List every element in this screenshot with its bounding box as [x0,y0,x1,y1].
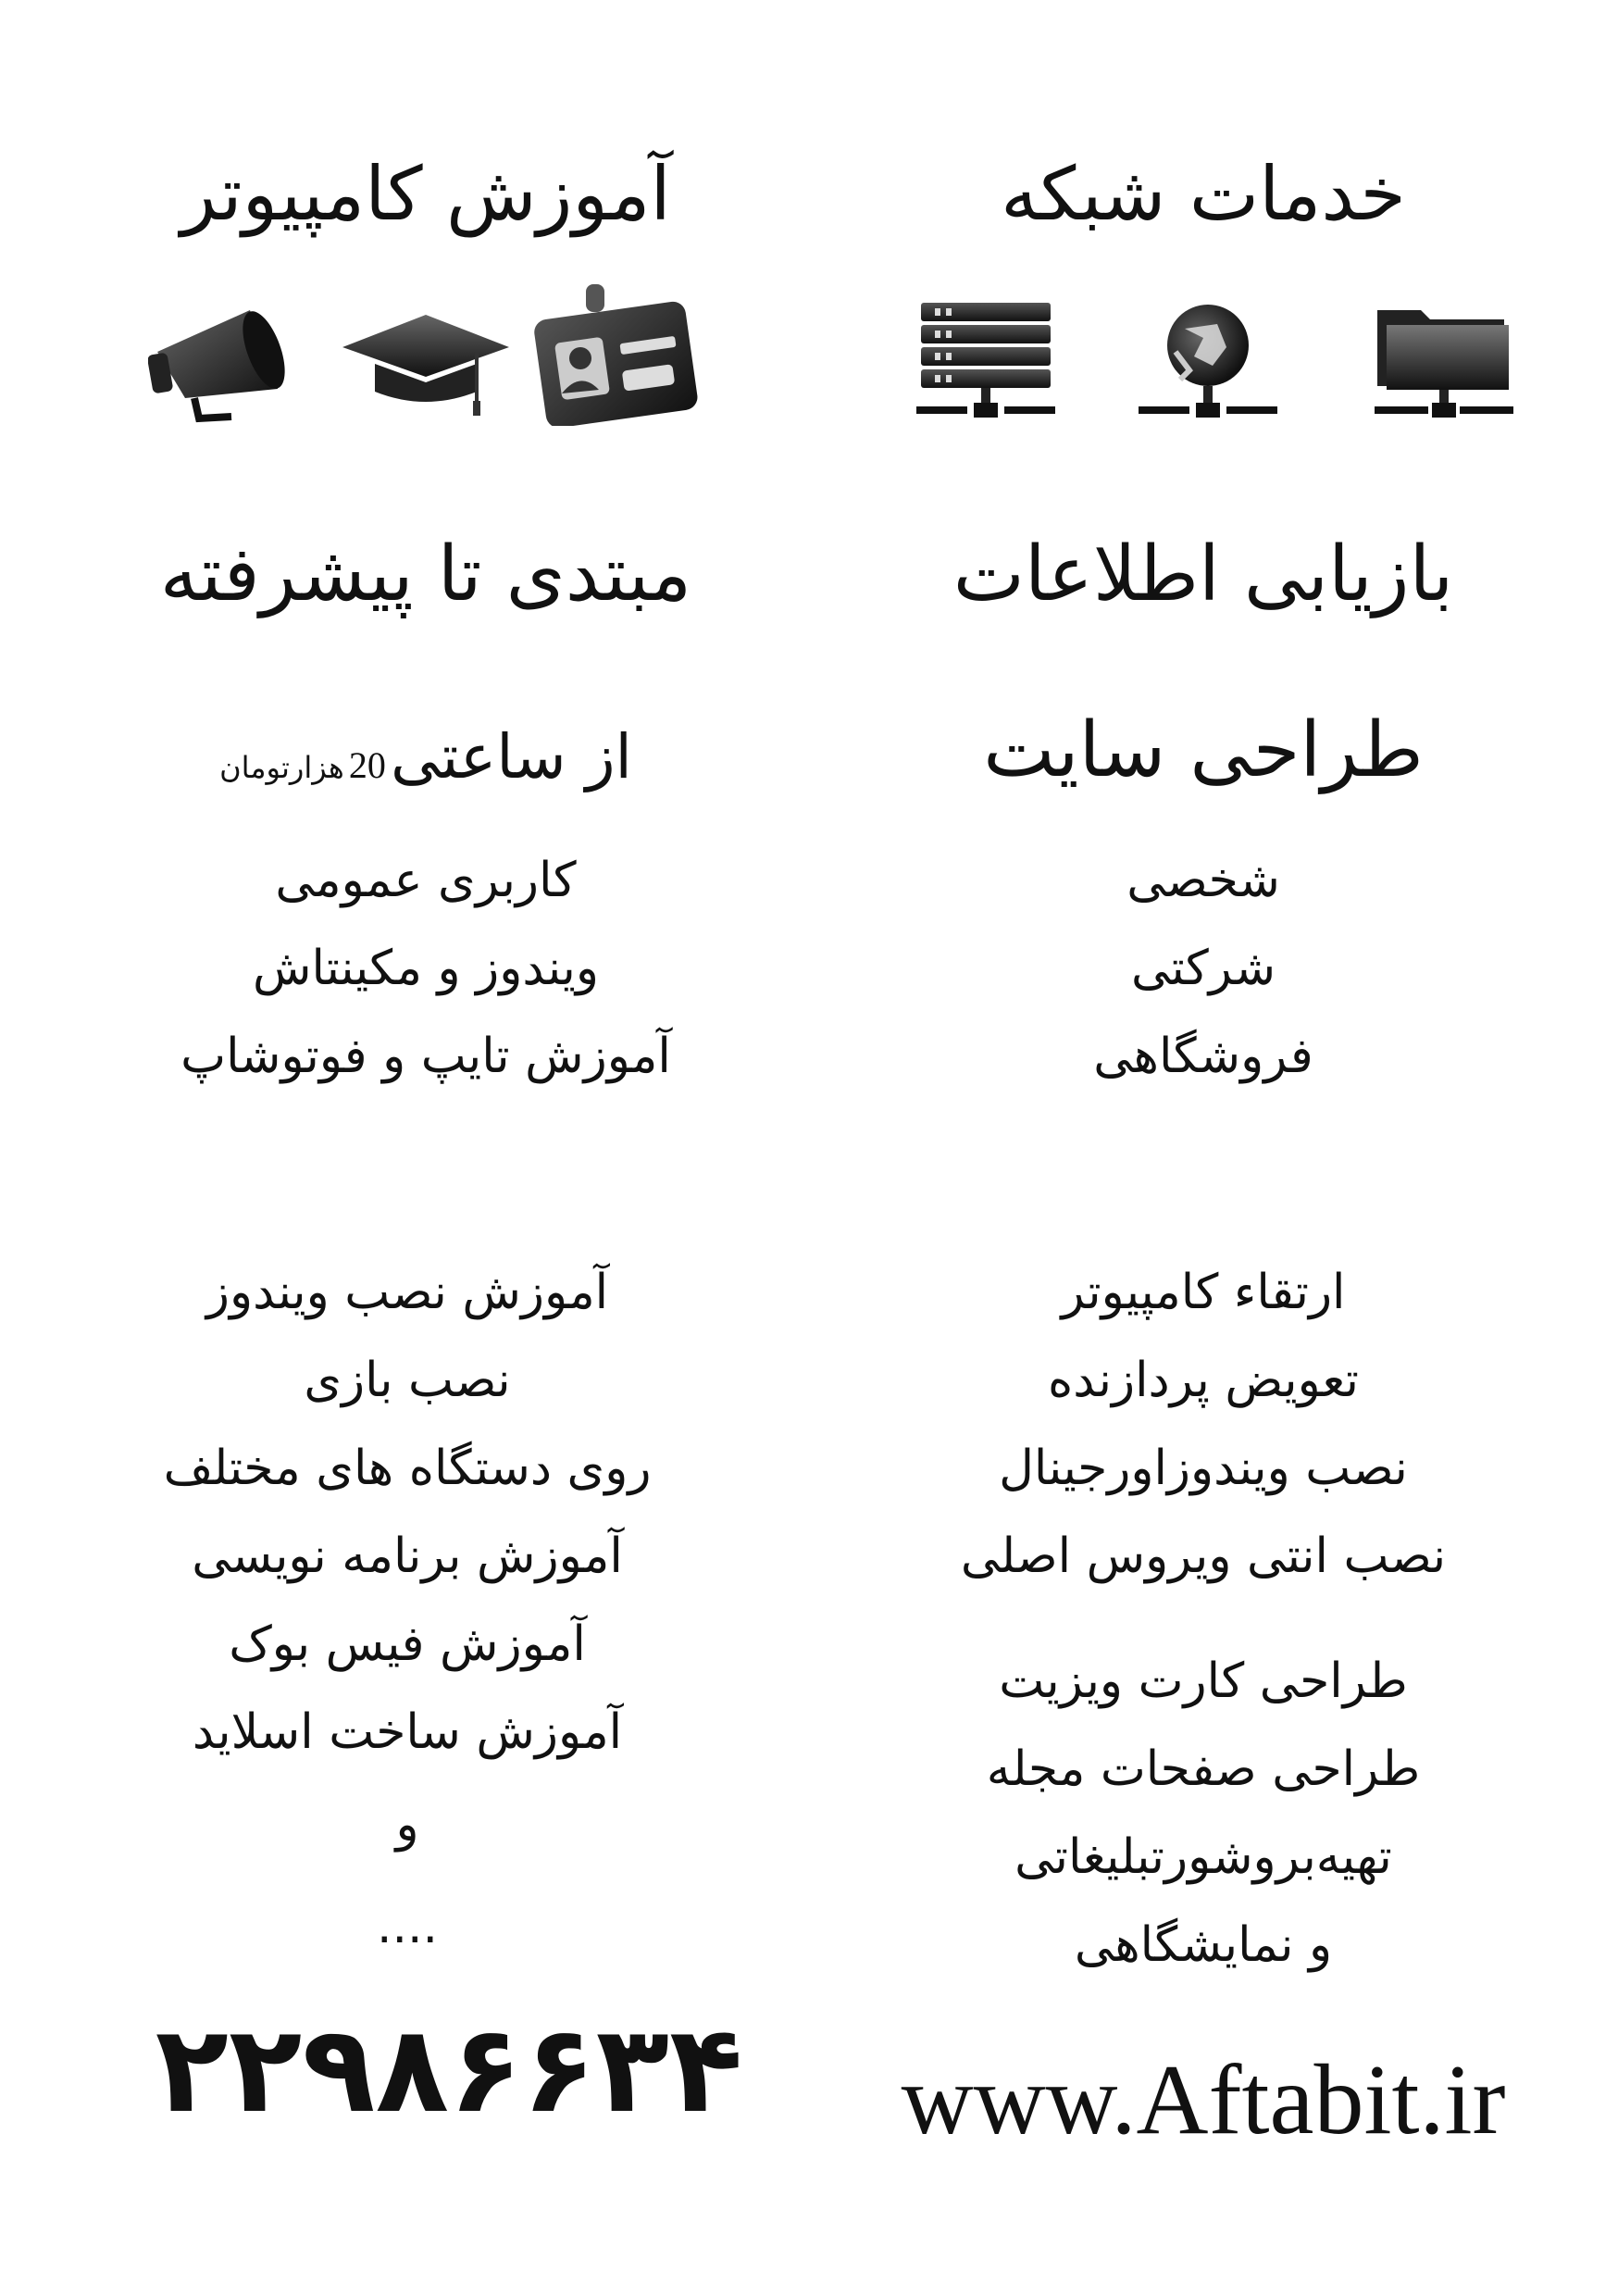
list-item: ویندوز و مکینتاش [253,941,599,996]
list-item: نصب ویندوزاورجینال [999,1441,1408,1496]
list-item: شرکتی [1130,941,1276,996]
network-services-title: خدمات شبکه [1001,151,1406,237]
list-item: آموزش فیس بوک [229,1616,586,1672]
globe-network-icon [1139,301,1277,421]
price-unit: هزارتومان [219,750,344,785]
list-item: .... [376,1899,439,1954]
list-item: آموزش برنامه نویسی [192,1529,623,1584]
list-item: ارتقاء کامپیوتر [1061,1265,1346,1320]
server-network-icon [916,301,1060,421]
level-heading: مبتدی تا پیشرفته [159,530,692,618]
graduation-cap-icon [338,310,514,421]
list-item: و [395,1797,419,1853]
list-item: آموزش تایپ و فوتوشاپ [180,1029,671,1084]
website-url: www.Aftabit.ir [901,2045,1506,2155]
price-line [219,721,632,792]
web-design-heading: طراحی سایت [983,706,1424,794]
list-item: شخصی [1126,853,1280,908]
price-amount: 20 [348,744,386,786]
list-item: طراحی کارت ویزیت [999,1653,1408,1709]
list-item: فروشگاهی [1093,1029,1313,1084]
list-item: تهیه‌بروشورتبلیغاتی [1014,1829,1392,1885]
list-item: آموزش نصب ویندوز [205,1265,609,1320]
list-item: آموزش ساخت اسلاید [192,1704,623,1760]
list-item: نصب بازی [304,1353,511,1408]
list-item: کاربری عمومی [275,853,577,908]
list-item: طراحی صفحات مجله [986,1741,1421,1797]
data-recovery-heading: بازیابی اطلاعات [952,530,1454,618]
folder-network-icon [1370,301,1518,421]
list-item: تعویض پردازنده [1047,1353,1360,1408]
list-item: نصب انتی ویروس اصلی [960,1529,1447,1584]
computer-training-title: آموزش کامپیوتر [180,151,671,237]
list-item: روی دستگاه های مختلف [163,1441,652,1496]
id-card-icon [532,282,699,426]
list-item: و نمایشگاهی [1074,1917,1333,1973]
megaphone-icon [148,296,296,426]
phone-number: ۲۲۹۸۶۶۳۴ [155,1999,743,2140]
price-prefix: از ساعتی [390,721,632,792]
